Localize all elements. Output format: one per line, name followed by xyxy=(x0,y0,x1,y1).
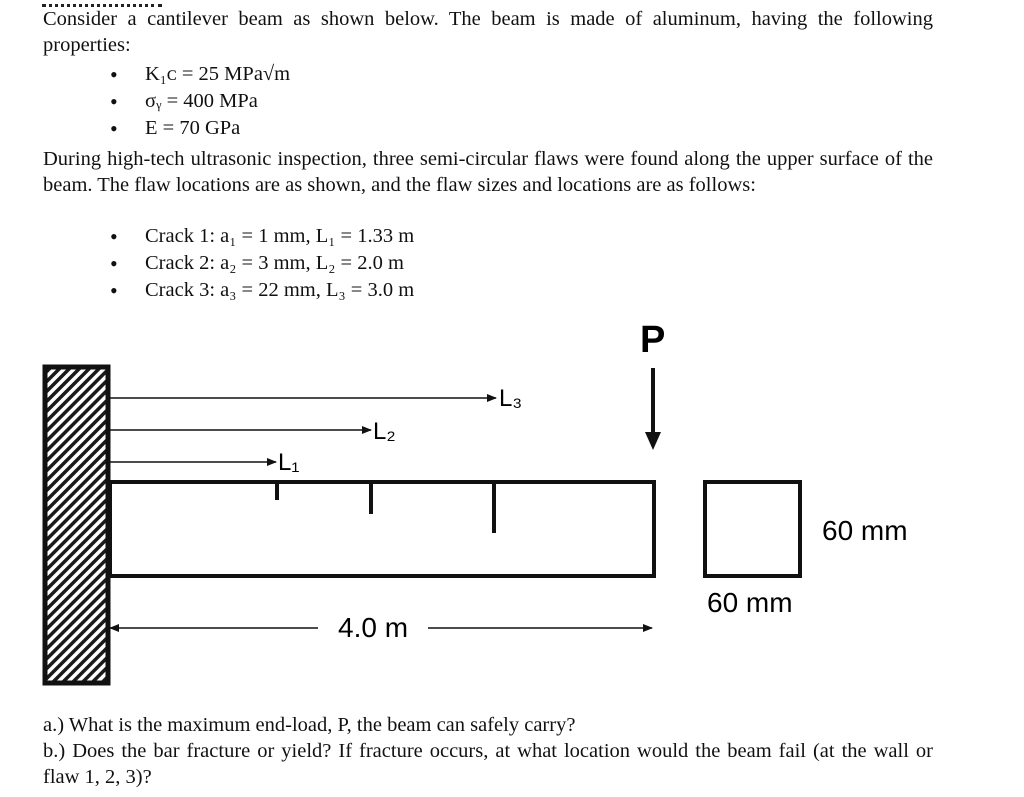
inspection-paragraph: During high-tech ultrasonic inspection, three semi-circular flaws were found along the upper surface of the beam. The flaw locations are as shown, and the flaw sizes and locations are as follows: xyxy=(43,148,933,196)
load-label: P xyxy=(640,319,666,361)
property-yield-strength: • σᵧ = 400 MPa xyxy=(110,88,290,115)
crack-3: • Crack 3: a₃ = 22 mm, L₃ = 3.0 m xyxy=(110,277,414,304)
cross-section xyxy=(705,482,800,576)
question-a: a.) What is the maximum end-load, P, the beam can safely carry? xyxy=(43,714,576,736)
crack-2: • Crack 2: a₂ = 3 mm, L₂ = 2.0 m xyxy=(110,250,414,277)
length-label: 4.0 m xyxy=(338,612,409,643)
l2-label: L₂ xyxy=(373,418,396,445)
fixed-wall xyxy=(45,367,108,683)
question-b: b.) Does the bar fracture or yield? If fracture occurs, at what location would the beam fail (at the wall or flaw 1, 2, 3)? xyxy=(43,740,933,788)
l1-label: L₁ xyxy=(278,449,300,476)
questions xyxy=(43,712,933,790)
beam xyxy=(110,482,654,576)
intro-paragraph: Consider a cantilever beam as shown below. The beam is made of aluminum, having the following properties: xyxy=(43,8,933,56)
property-kic: • K₁ᴄ = 25 MPa√m xyxy=(110,61,290,88)
crack-1: • Crack 1: a₁ = 1 mm, L₁ = 1.33 m xyxy=(110,223,414,250)
l3-label: L₃ xyxy=(499,385,523,412)
height-label: 60 mm xyxy=(822,515,908,546)
width-label: 60 mm xyxy=(707,587,793,618)
property-modulus: • E = 70 GPa xyxy=(110,115,290,142)
load-arrow-head xyxy=(645,432,661,450)
